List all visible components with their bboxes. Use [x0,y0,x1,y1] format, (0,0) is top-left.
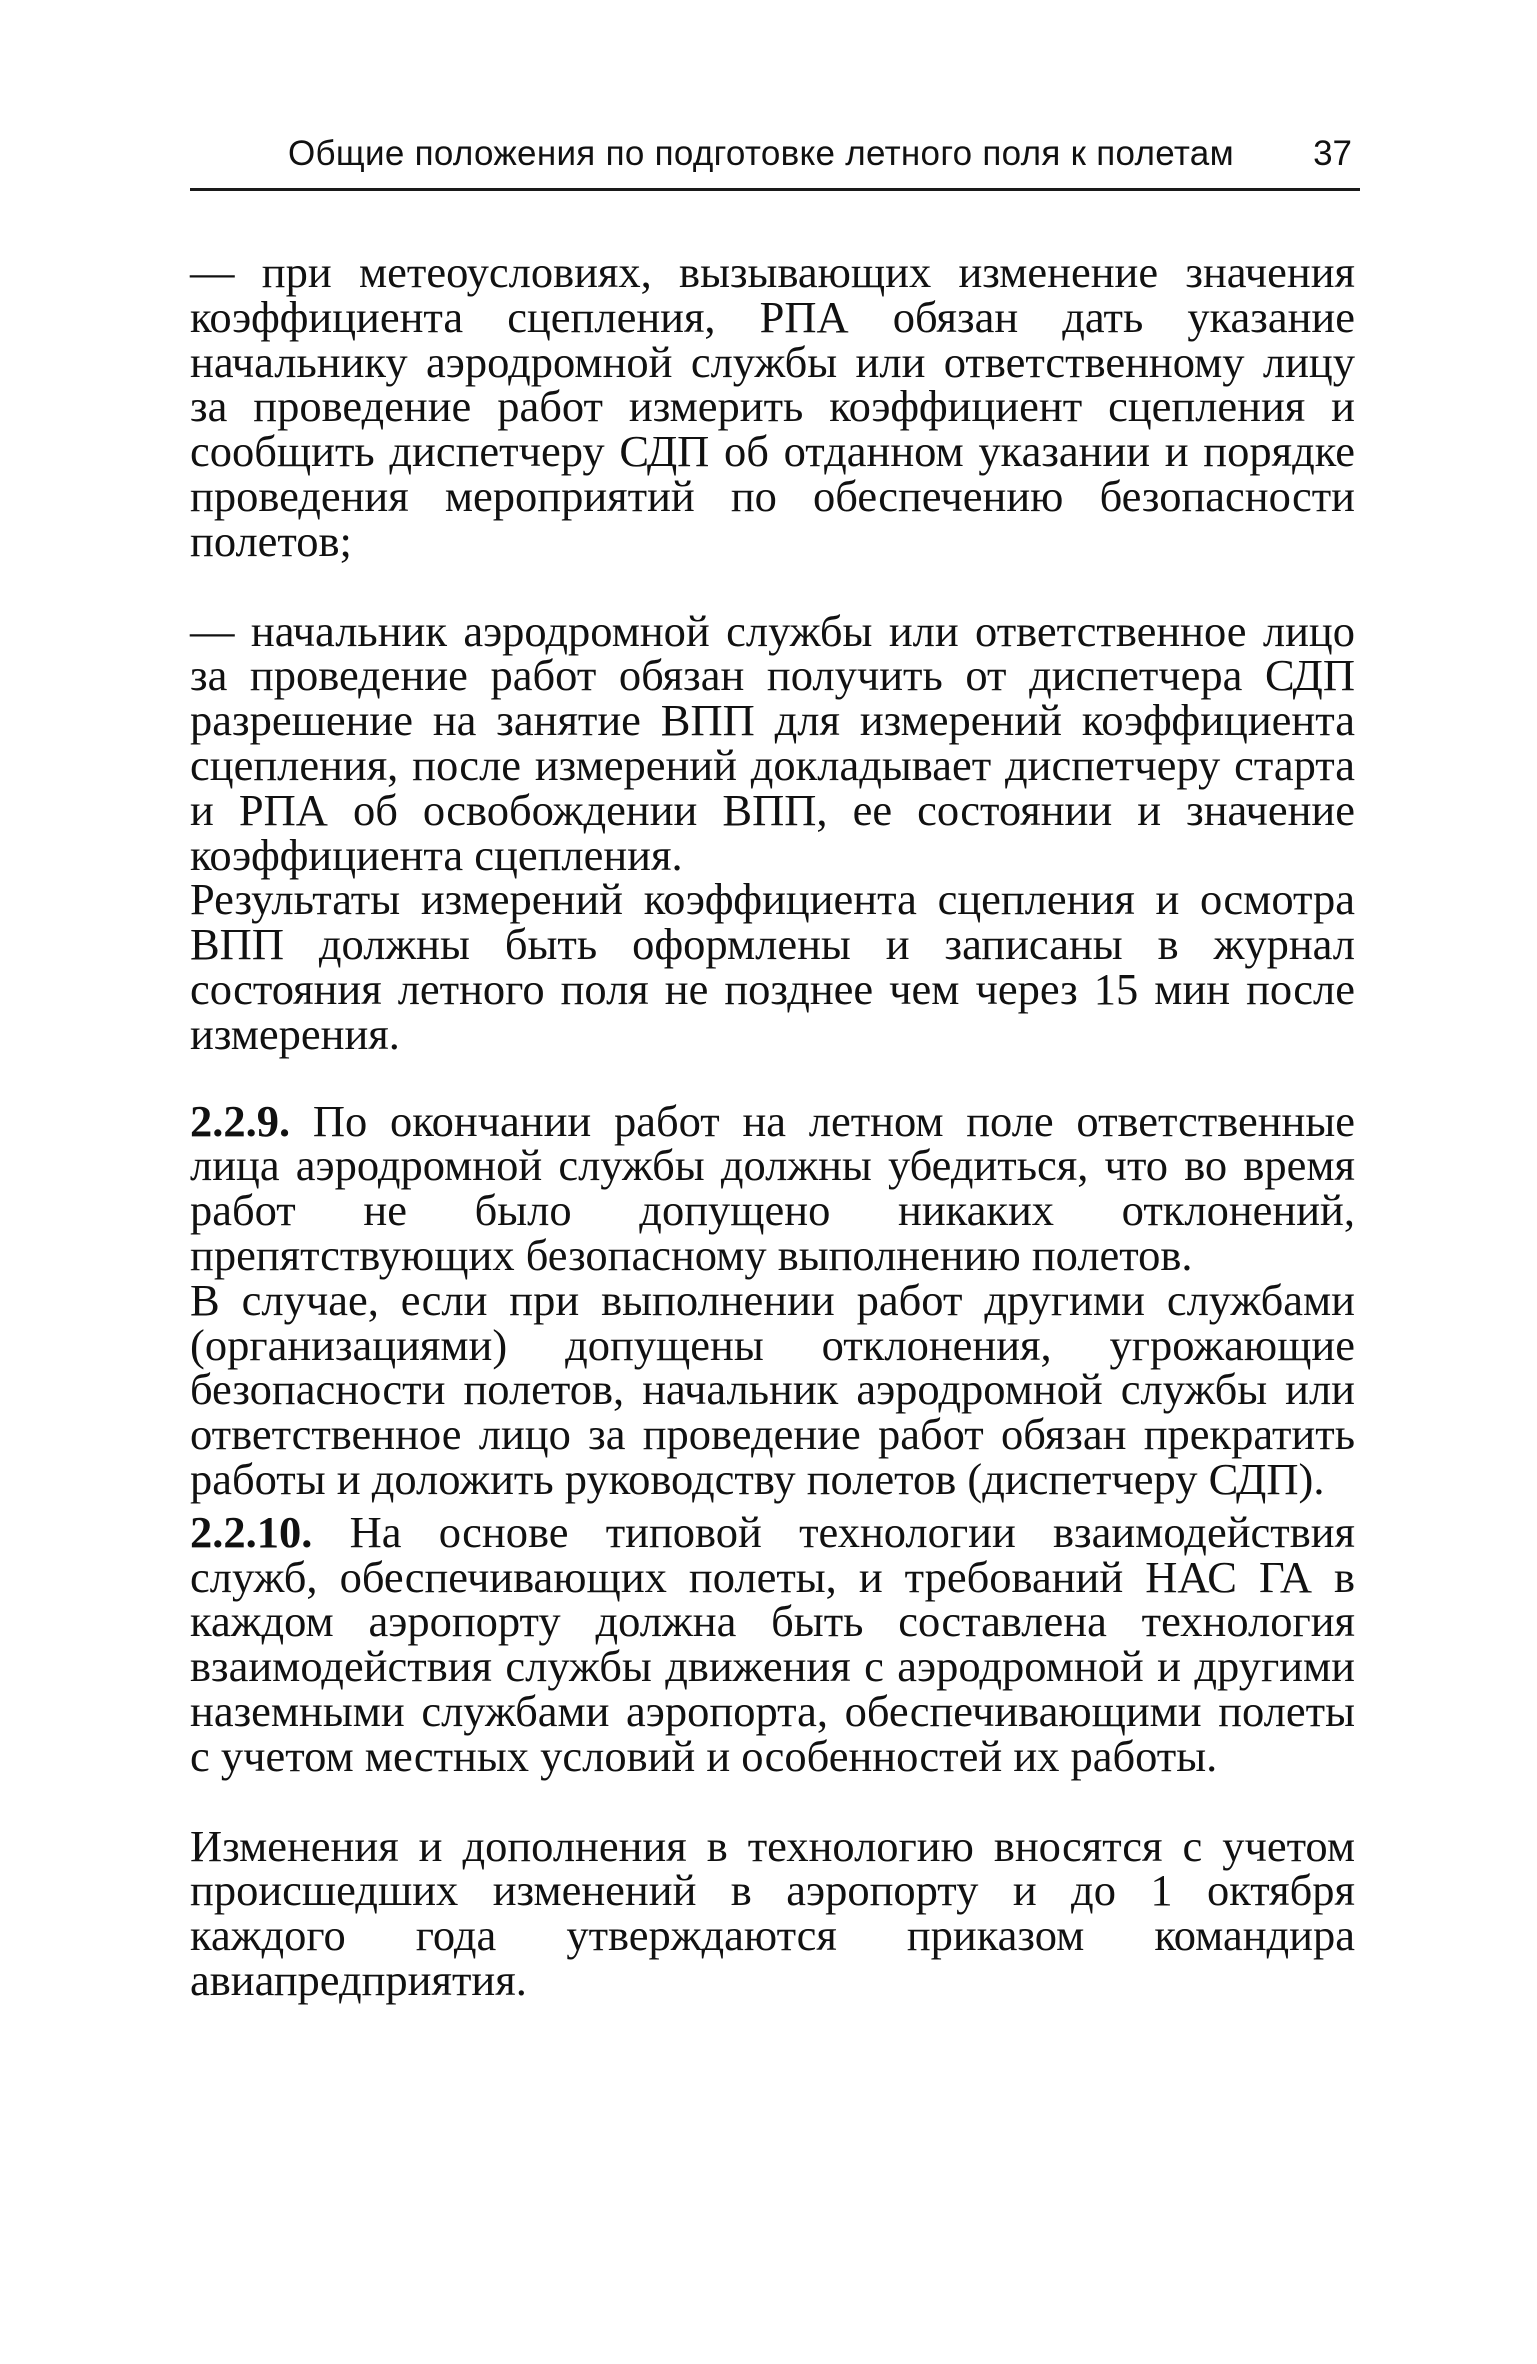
paragraph-weather-conditions [190,247,1355,566]
paragraph-text: По окончании работ на летном поле ответственные лица аэродромной службы должны убедиться, что во время работ не было допущено никаких отклонений, препятствующих безопасному выполнению полетов. [190,1095,1355,1280]
page-header [190,128,1360,191]
section-number: 2.2.10. [190,1506,313,1557]
paragraph-measurement-results [190,874,1355,1059]
paragraph-text: Изменения и дополнения в технологию вносятся с учетом происшедших изменений в аэропорту и до 1 октября каждого года утверждаются приказом командира авиапредприятия. [190,1820,1355,2005]
paragraph-text: В случае, если при выполнении работ другими службами (организациями) допущены отклонения, угрожающие безопасности полетов, начальник аэродромной службы или ответственное лицо за проведение работ обязан прекратить работы и доложить руководству полетов (диспетчеру СДП). [190,1274,1355,1504]
paragraph-2-2-10 [190,1506,1355,1781]
running-head: Общие положения по подготовке летного поля к полетам [288,134,1234,173]
paragraph-service-chief [190,605,1355,880]
paragraph-text: На основе типовой технологии взаимодействия служб, обеспечивающих полеты, и требований НАС ГА в каждом аэропорту должна быть составлена технология взаимодействия службы движения с аэродромной и другими наземными службами аэропорта, обеспечивающими полеты с учетом местных условий и особенностей их работы. [190,1506,1355,1781]
paragraph-text: — при метеоусловиях, вызывающих изменение значения коэффициента сцепления, РПА обязан дать указание начальнику аэродромной службы или ответственному лицу за проведение работ измерить коэффициент сцепления и сообщить диспетчеру СДП об отданном указании и порядке проведения мероприятий по обеспечению безопасности полетов; [190,247,1355,566]
section-number: 2.2.9. [190,1095,291,1146]
paragraph-changes [190,1820,1355,2005]
body-text [190,247,1355,2005]
paragraph-deviations [190,1274,1355,1504]
paragraph-text: Результаты измерений коэффициента сцепления и осмотра ВПП должны быть оформлены и записаны в журнал состояния летного поля не позднее чем через 15 мин после измерения. [190,874,1355,1059]
paragraph-2-2-9 [190,1095,1355,1280]
page-number: 37 [1313,134,1352,173]
paragraph-text: — начальник аэродромной службы или ответственное лицо за проведение работ обязан получить от диспетчера СДП разрешение на занятие ВПП для измерений коэффициента сцепления, после измерений докладывает диспетчеру старта и РПА об освобождении ВПП, ее состоянии и значение коэффициента сцепления. [190,605,1355,880]
